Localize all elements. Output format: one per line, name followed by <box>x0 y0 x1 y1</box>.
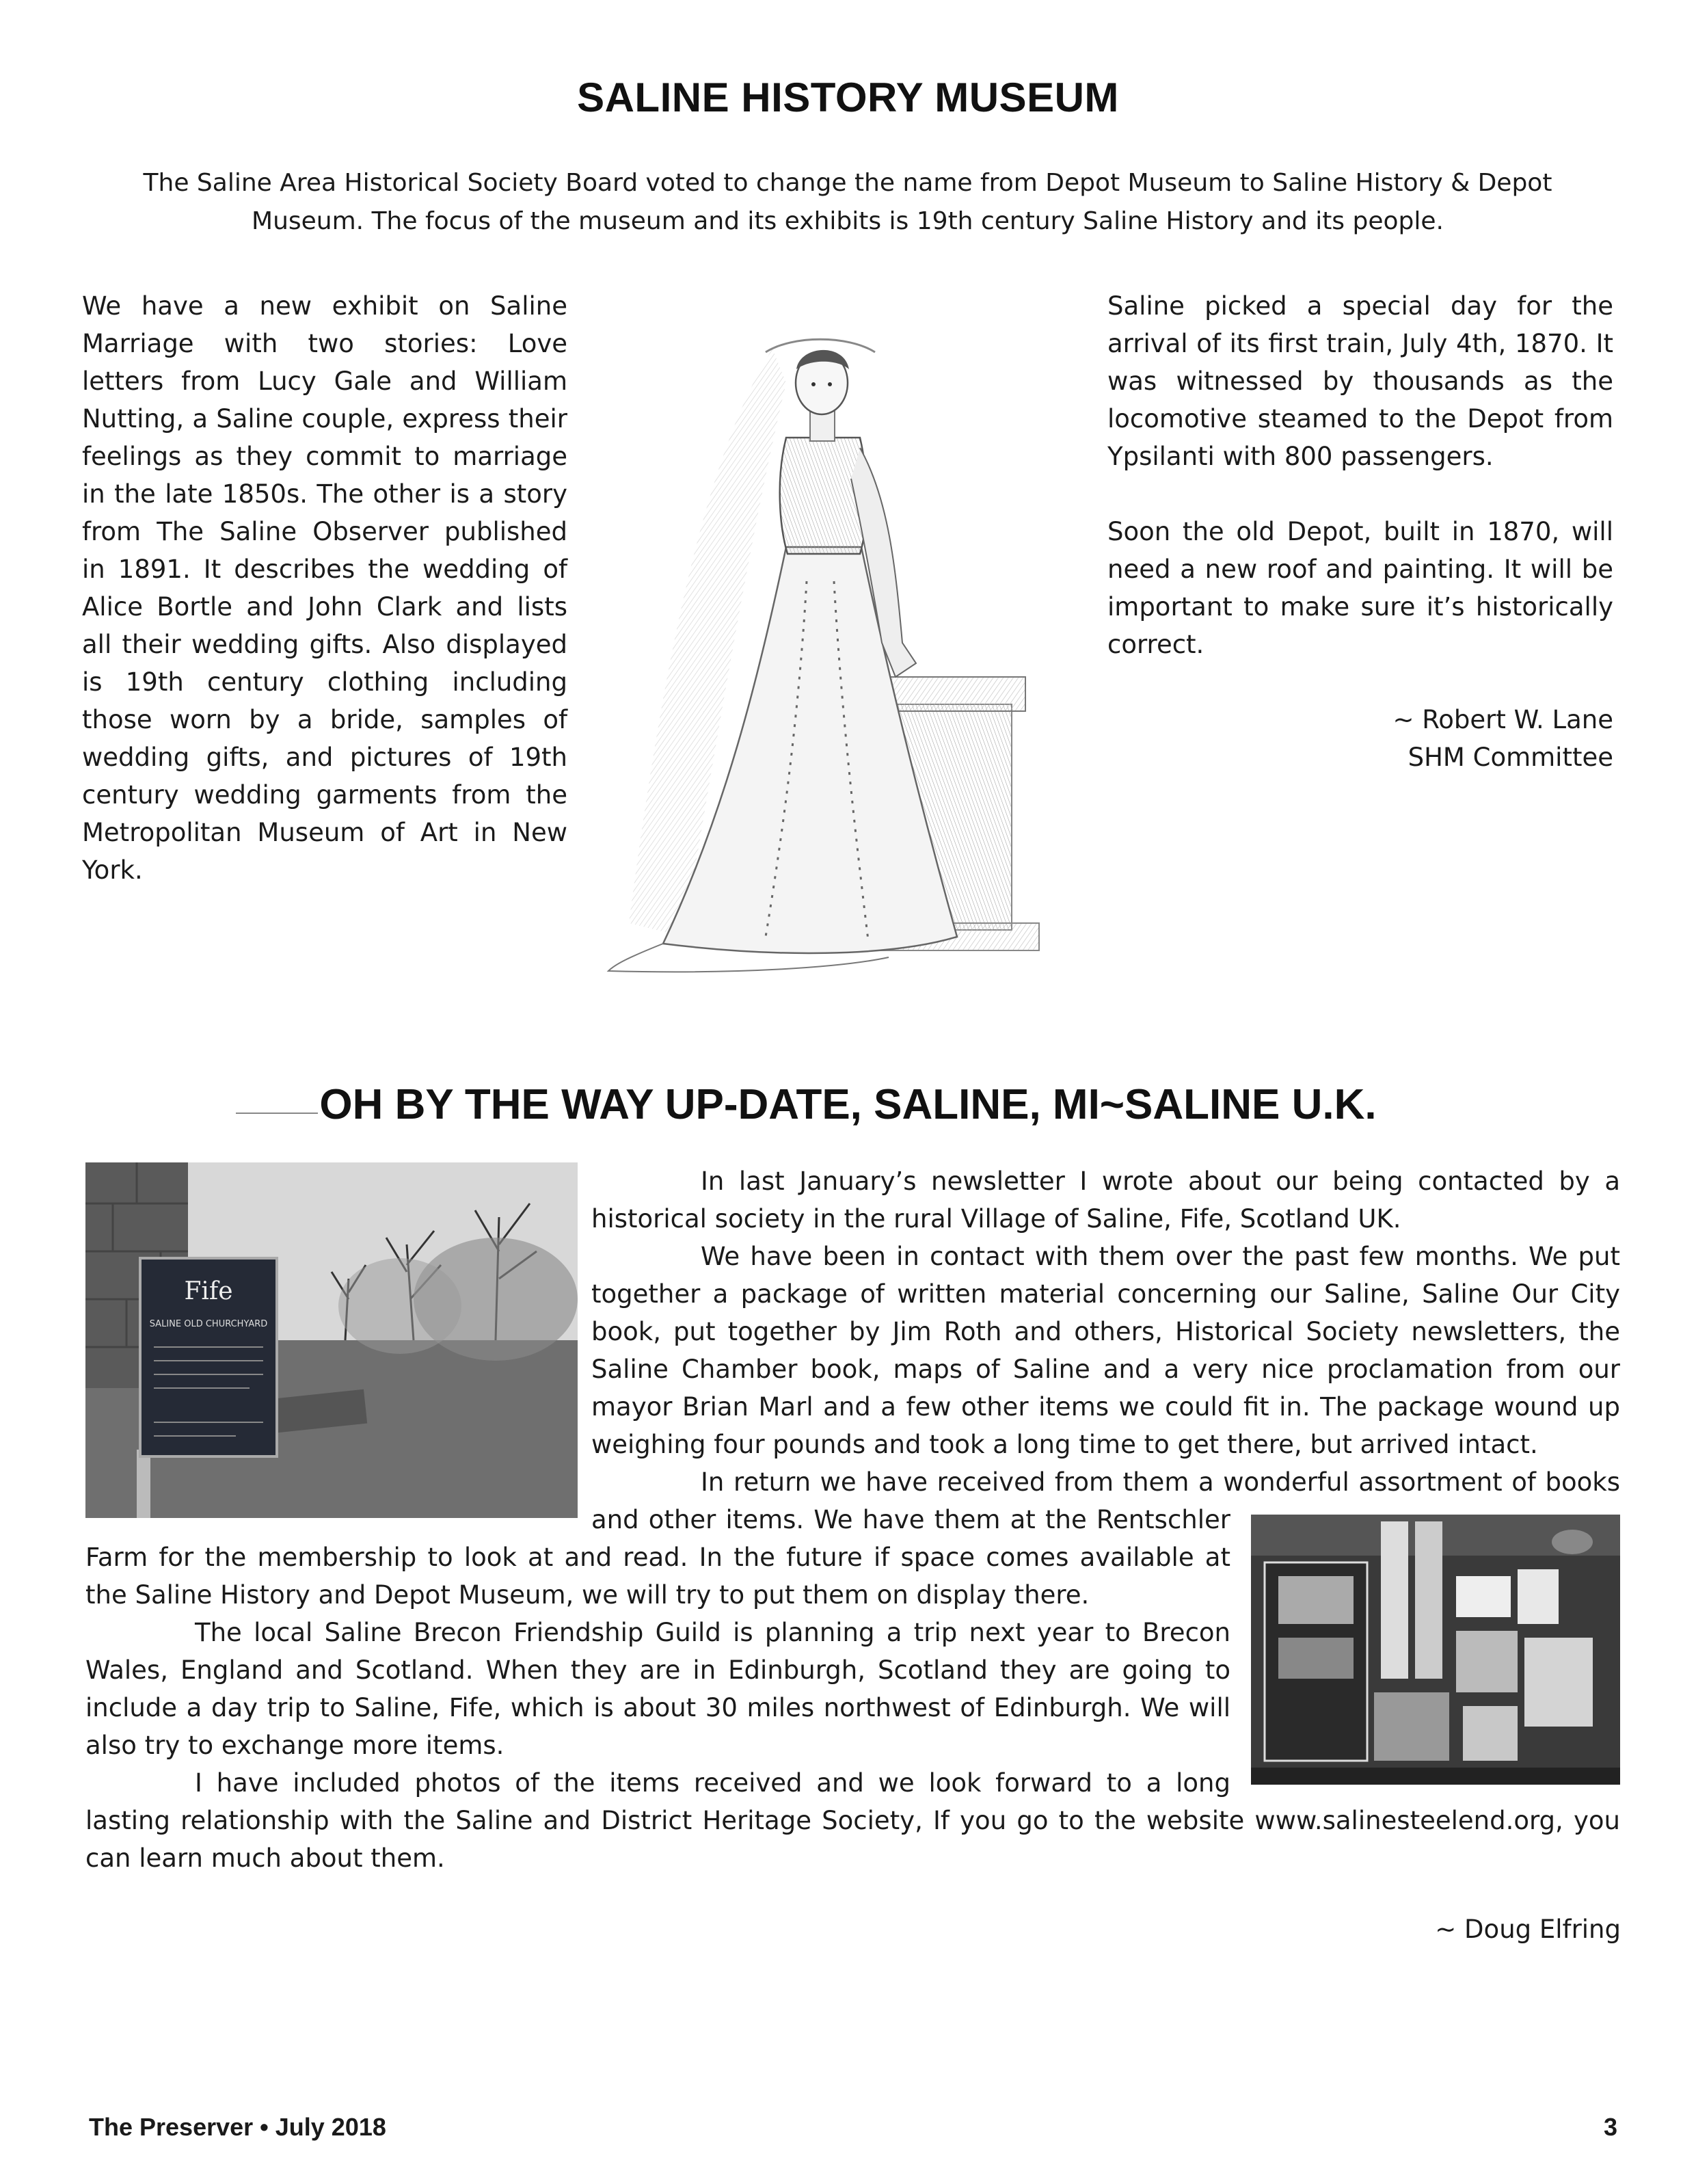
footer-publication: The Preserver • July 2018 <box>89 2113 386 2141</box>
museum-title: SALINE HISTORY MUSEUM <box>577 75 1119 120</box>
update-title: OH BY THE WAY UP-DATE, SALINE, MI~SALINE U.K. <box>319 1081 1377 1128</box>
signature-role: SHM Committee <box>1408 743 1613 772</box>
photo1-space <box>85 1162 591 1518</box>
train-paragraph: Saline picked a special day for the arrival of its first train, July 4th, 1870. It was witnessed by thousands as the locomotive steamed to the Depot from Ypsilanti with 800 passengers. <box>1107 291 1613 471</box>
update-signature: ~ Doug Elfring <box>1435 1915 1621 1944</box>
museum-right-column <box>1107 287 1613 776</box>
article-paragraph-5: I have included photos of the items received and we look forward to a long lasting relationship with the Saline and District Heritage Society, If you go to the website www.salinesteelend.org, you can learn much about them. <box>85 1768 1620 1873</box>
museum-signature <box>1107 701 1613 776</box>
page-number: 3 <box>1603 2113 1617 2141</box>
article-paragraph-4: The local Saline Brecon Friendship Guild is planning a trip next year to Brecon Wales, England and Scotland. When they are in Edinburgh, Scotland they are going to include a day trip to Saline, Fife, which is about 30 miles northwest of Edinburgh. We will also try to exchange more items. <box>85 1618 1230 1760</box>
article-paragraph-1: In last January’s newsletter I wrote about our being contacted by a historical society in the rural Village of Saline, Fife, Scotland UK. <box>591 1167 1620 1234</box>
exhibit-paragraph: We have a new exhibit on Saline Marriage with two stories: Love letters from Lucy Gale and William Nutting, a Saline couple, express their feelings as they commit to marriage in the late 1850s. The other is a story from The Saline Observer published in 1891. It describes the wedding of Alice Bortle and John Clark and lists all their wedding gifts. Also displayed is 19th century clothing including those worn by a bride, samples of wedding gifts, and pictures of 19th century wedding garments from the Metropolitan Museum of Art in New York. <box>82 291 567 885</box>
update-article <box>85 1162 1620 1877</box>
article-paragraph-2: We have been in contact with them over the past few months. We put together a package of written material concerning our Saline, Saline Our City book, put together by Jim Roth and others, Historical Society newsletters, the Saline Chamber book, maps of Saline and a very nice proclamation from our mayor Brian Marl and a few other items we could fit in. The package wound up weighing four pounds and took a long time to get there, but arrived intact. <box>591 1242 1620 1459</box>
signature-name: ~ Robert W. Lane <box>1392 705 1613 734</box>
photo2-space <box>1230 1511 1620 1785</box>
title-rule <box>236 1113 318 1114</box>
sign-caption: SALINE OLD CHURCHYARD <box>149 1319 268 1329</box>
article-paragraph-3: In return we have received from them a wonderful assortment of books and other items. We have them at the Rentschler Farm for the membership to look at and read. In the future if space comes available at the Saline History and Depot Museum, we will try to put them on display there. <box>85 1467 1620 1610</box>
sign-brand: Fife <box>184 1277 233 1305</box>
museum-left-column <box>82 287 567 889</box>
bride-illustration <box>602 321 1080 978</box>
museum-intro: The Saline Area Historical Society Board voted to change the name from Depot Museum to Saline History & Depot Museum. The focus of the museum and its exhibits is 19th century Saline History and its people. <box>143 169 1552 235</box>
depot-paragraph: Soon the old Depot, built in 1870, will need a new roof and painting. It will be important to make sure it’s historically correct. <box>1107 517 1613 659</box>
